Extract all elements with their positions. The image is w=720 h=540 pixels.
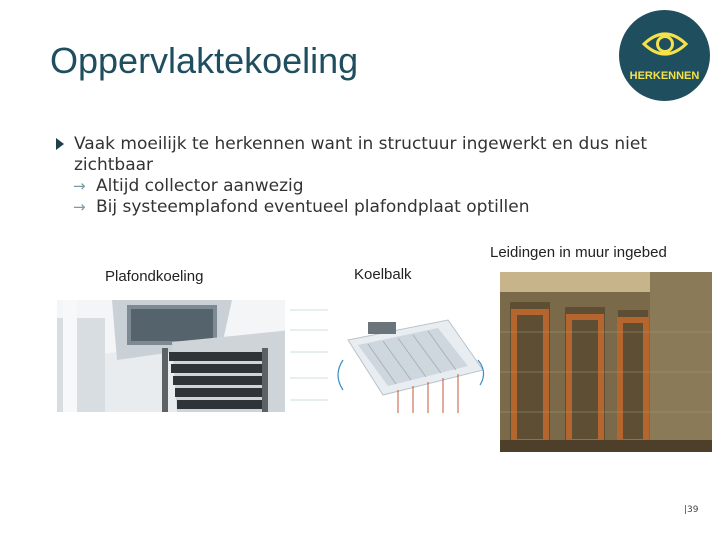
eye-icon bbox=[641, 24, 689, 64]
sub-arrow-icon: → bbox=[73, 198, 86, 216]
caption-plafondkoeling: Plafondkoeling bbox=[105, 268, 204, 285]
bullet-main-text: Vaak moeilijk te herkennen want in structuur ingewerkt en dus niet zichtbaar bbox=[74, 134, 647, 175]
photo-koelbalk bbox=[288, 300, 488, 415]
bullet-list bbox=[56, 134, 696, 218]
sub-arrow-icon: → bbox=[73, 177, 86, 195]
page-number: |39 bbox=[684, 505, 699, 515]
logo-text: HERKENNEN bbox=[629, 70, 700, 82]
photo-leidingen bbox=[500, 272, 712, 452]
bullet-arrow-icon bbox=[56, 138, 64, 150]
bullet-sub-1-text: Altijd collector aanwezig bbox=[96, 176, 304, 196]
bullet-sub-2-text: Bij systeemplafond eventueel plafondplaat optillen bbox=[96, 197, 530, 217]
bullet-sub-2 bbox=[56, 197, 696, 218]
bullet-main bbox=[56, 134, 696, 176]
bullet-sub-1 bbox=[56, 176, 696, 197]
herkennen-logo bbox=[619, 10, 710, 101]
caption-leidingen: Leidingen in muur ingebed bbox=[490, 244, 667, 261]
photo-plafondkoeling bbox=[57, 300, 285, 412]
caption-koelbalk: Koelbalk bbox=[354, 266, 412, 283]
slide-title: Oppervlaktekoeling bbox=[50, 40, 359, 81]
